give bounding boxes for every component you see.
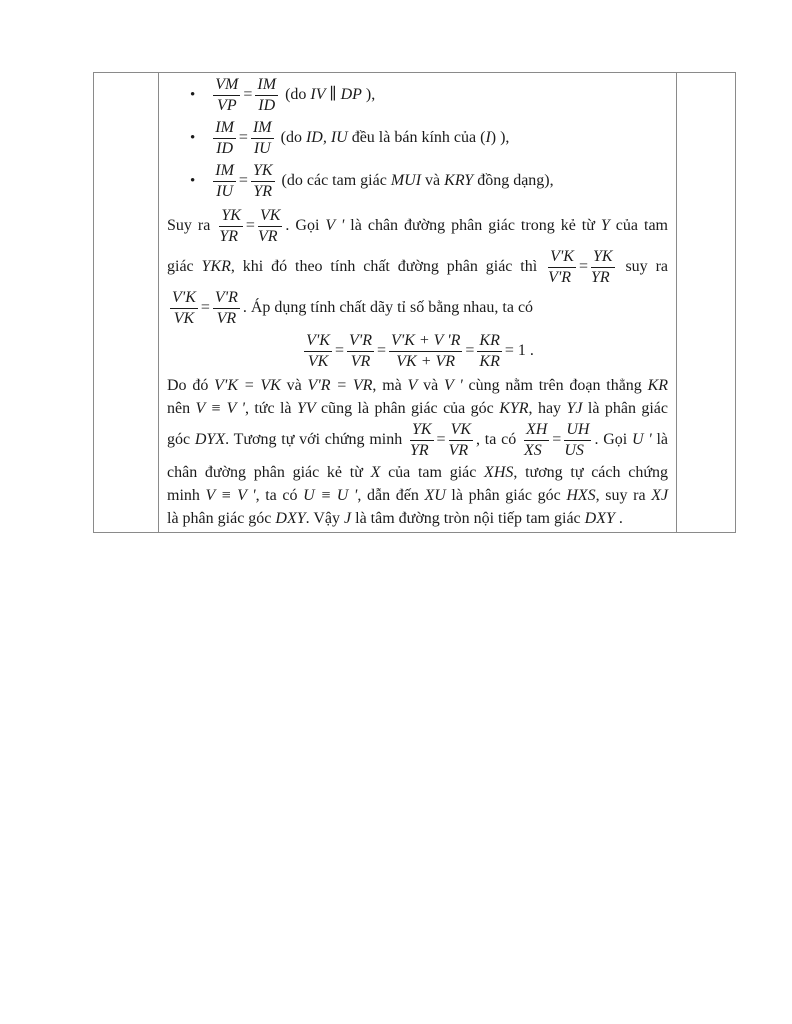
text-run: nên xyxy=(167,400,196,417)
fraction-denominator: V'R xyxy=(548,269,572,286)
text-run: = xyxy=(243,86,253,104)
math-variable: YV xyxy=(296,400,316,417)
text-run: suy ra xyxy=(617,258,668,276)
text-run: là phân giác góc xyxy=(445,487,567,504)
fraction-numerator: VK xyxy=(449,421,473,441)
text-run: = xyxy=(376,342,387,360)
math-variable: J xyxy=(344,510,352,527)
text-run: minh xyxy=(167,487,206,504)
text-line xyxy=(167,206,668,247)
fraction xyxy=(446,420,476,461)
math-variable: Y xyxy=(600,217,610,235)
fraction-denominator: VR xyxy=(448,442,469,459)
text-run: của tam xyxy=(609,217,669,235)
text-run: và xyxy=(280,377,308,394)
math-variable: DXY xyxy=(275,510,306,527)
fraction-denominator: VK xyxy=(173,310,195,327)
fraction-numerator: V'R xyxy=(213,289,240,309)
fraction xyxy=(210,75,243,116)
text-run: . Áp dụng tính chất dãy tỉ số bằng nhau, ta có xyxy=(242,299,534,317)
fraction-denominator: KR xyxy=(479,353,500,370)
text-run: = xyxy=(552,431,562,449)
math-variable: HXS xyxy=(566,487,596,504)
fraction xyxy=(588,247,618,288)
text-run: . Gọi xyxy=(285,217,326,235)
text-run: . Gọi xyxy=(594,431,632,449)
text-run: góc xyxy=(167,431,195,449)
fraction-denominator: YR xyxy=(219,228,238,245)
math-variable: KR xyxy=(647,377,669,394)
fraction-numerator: KR xyxy=(477,332,501,352)
text-run: ) ), xyxy=(490,129,510,147)
text-line xyxy=(167,247,668,288)
math-variable: XHS xyxy=(484,464,514,481)
text-run: là tâm đường tròn nội tiếp tam giác xyxy=(351,510,585,527)
fraction xyxy=(301,331,335,372)
bullet-line xyxy=(167,118,668,159)
fraction xyxy=(210,161,239,202)
fraction-denominator: US xyxy=(564,442,584,459)
math-variable: X xyxy=(370,464,381,481)
fraction xyxy=(344,331,377,372)
text-run: . xyxy=(614,510,623,527)
fraction-denominator: ID xyxy=(258,97,276,114)
text-run: = xyxy=(238,129,248,147)
math-variable: DYX xyxy=(194,431,226,449)
math-variable: XJ xyxy=(651,487,669,504)
fraction-numerator: IM xyxy=(255,76,278,96)
text-run: là chân đường phân giác trong kẻ từ xyxy=(344,217,601,235)
fraction-numerator: YK xyxy=(219,207,243,227)
fraction xyxy=(216,206,246,247)
fraction xyxy=(167,288,201,329)
text-run: , khi đó theo tính chất đường phân giác thì xyxy=(230,258,546,276)
text-run: = xyxy=(238,172,248,190)
text-run: là xyxy=(651,431,669,449)
text-run: giác xyxy=(167,258,202,276)
bullet-marker: • xyxy=(190,87,196,103)
math-variable: V ≡ V ' xyxy=(205,487,256,504)
fraction-denominator: YR xyxy=(253,183,273,200)
text-run: = xyxy=(436,431,446,449)
text-run: là phân giác góc xyxy=(167,510,276,527)
fraction xyxy=(386,331,465,372)
fraction-numerator: IM xyxy=(251,119,274,139)
text-line xyxy=(167,288,668,329)
text-run: và xyxy=(421,172,445,190)
text-run: đồng dạng), xyxy=(473,172,554,190)
text-line xyxy=(167,397,668,420)
text-run: = xyxy=(245,217,255,235)
fraction-numerator: V'K + V 'R xyxy=(389,332,462,352)
text-line xyxy=(167,374,668,397)
text-run: là phân giác xyxy=(582,400,669,417)
text-run: cũng là phân giác của góc xyxy=(315,400,500,417)
text-run: , ta có xyxy=(476,431,521,449)
fraction-numerator: V'K xyxy=(304,332,332,352)
left-margin-cell xyxy=(94,73,159,532)
math-variable: I xyxy=(485,129,491,147)
fraction-numerator: VM xyxy=(213,76,240,96)
text-run: Do đó xyxy=(167,377,215,394)
fraction xyxy=(545,247,579,288)
bullet-marker: • xyxy=(190,173,196,189)
math-variable: YJ xyxy=(566,400,583,417)
text-run: , suy ra xyxy=(595,487,652,504)
text-run: (do xyxy=(281,86,311,104)
math-variable: V ' xyxy=(325,217,345,235)
fraction-denominator: VK + VR xyxy=(396,353,456,370)
text-run: của tam giác xyxy=(380,464,485,481)
text-run: , tức là xyxy=(244,400,297,417)
fraction-numerator: IM xyxy=(213,162,236,182)
text-run: , mà xyxy=(372,377,408,394)
text-line xyxy=(167,507,668,530)
math-variable: U ≡ U ' xyxy=(303,487,358,504)
fraction xyxy=(248,161,278,202)
fraction-numerator: V'K xyxy=(548,248,576,268)
right-margin-cell xyxy=(676,73,735,532)
text-line xyxy=(167,420,668,461)
text-run: , ta có xyxy=(255,487,304,504)
bullet-marker: • xyxy=(190,130,196,146)
fraction-denominator: XS xyxy=(523,442,542,459)
fraction xyxy=(407,420,437,461)
text-line xyxy=(167,484,668,507)
text-run: chân đường phân giác kẻ từ xyxy=(167,464,371,481)
fraction-numerator: YK xyxy=(410,421,434,441)
text-run: (do xyxy=(276,129,306,147)
text-run: = xyxy=(200,299,210,317)
fraction-denominator: VR xyxy=(216,310,237,327)
math-variable: MUI xyxy=(390,172,422,190)
math-variable: KYR xyxy=(499,400,529,417)
fraction-numerator: VK xyxy=(258,207,282,227)
text-run: cùng nằm trên đoạn thẳng xyxy=(462,377,648,394)
fraction-denominator: YR xyxy=(590,269,610,286)
text-run: = xyxy=(578,258,588,276)
fraction xyxy=(210,118,239,159)
fraction-denominator: VP xyxy=(217,97,237,114)
text-run: Suy ra xyxy=(167,217,217,235)
fraction-denominator: YR xyxy=(409,442,429,459)
math-variable: DXY xyxy=(584,510,615,527)
math-variable: V xyxy=(407,377,418,394)
text-run: , tương tự cách chứng xyxy=(513,464,668,481)
fraction-denominator: ID xyxy=(216,140,234,157)
text-run: . Vậy xyxy=(305,510,345,527)
text-run: (do các tam giác xyxy=(277,172,391,190)
text-line xyxy=(167,461,668,484)
text-run: . Tương tự với chứng minh xyxy=(225,431,407,449)
text-run: , hay xyxy=(528,400,567,417)
fraction xyxy=(521,420,552,461)
fraction-numerator: UH xyxy=(564,421,591,441)
fraction-numerator: IM xyxy=(213,119,236,139)
fraction-denominator: VK xyxy=(307,353,329,370)
fraction-numerator: V'K xyxy=(170,289,198,309)
fraction xyxy=(210,288,243,329)
text-run: đều là bán kính của ( xyxy=(347,129,486,147)
fraction xyxy=(561,420,594,461)
fraction-numerator: YK xyxy=(251,162,275,182)
math-variable: KRY xyxy=(444,172,474,190)
math-variable: V ' xyxy=(444,377,463,394)
fraction xyxy=(252,75,281,116)
fraction-denominator: VR xyxy=(350,353,371,370)
text-run: = xyxy=(334,342,345,360)
solution-table xyxy=(93,72,736,533)
fraction-numerator: XH xyxy=(524,421,549,441)
fraction xyxy=(248,118,277,159)
text-line xyxy=(167,331,668,372)
math-variable: ID, IU xyxy=(305,129,348,147)
text-run: = 1 . xyxy=(504,342,534,360)
bullet-line xyxy=(167,161,668,202)
fraction-denominator: IU xyxy=(216,183,234,200)
math-variable: V'R = VR xyxy=(307,377,373,394)
math-variable: U ' xyxy=(631,431,652,449)
math-variable: V'K = VK xyxy=(214,377,281,394)
fraction-numerator: V'R xyxy=(347,332,374,352)
math-variable: V ≡ V ' xyxy=(195,400,245,417)
fraction-denominator: VR xyxy=(257,228,278,245)
bullet-line xyxy=(167,75,668,116)
fraction xyxy=(255,206,285,247)
text-run: = xyxy=(465,342,475,360)
math-variable: IV ∥ DP xyxy=(310,86,362,104)
text-run: , dẫn đến xyxy=(357,487,425,504)
math-variable: XU xyxy=(424,487,446,504)
fraction-denominator: IU xyxy=(253,140,271,157)
solution-content-cell xyxy=(159,73,676,532)
fraction-numerator: YK xyxy=(591,248,615,268)
text-run: ), xyxy=(361,86,376,104)
fraction xyxy=(474,331,504,372)
text-run: và xyxy=(417,377,444,394)
math-variable: YKR xyxy=(201,258,231,276)
